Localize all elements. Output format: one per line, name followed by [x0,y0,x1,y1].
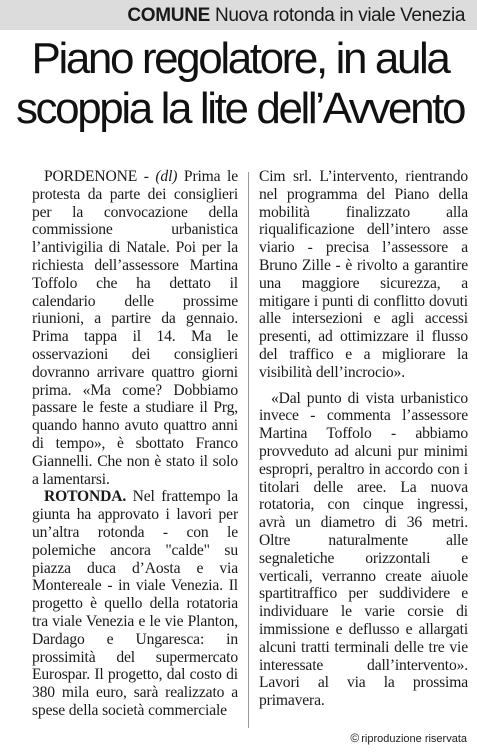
article-column-left [32,168,238,720]
kicker-topic: Nuova rotonda in viale Venezia [215,5,465,26]
author-initials: (dl) [155,168,178,185]
kicker-bar [0,0,477,30]
kicker [127,6,465,26]
article-paragraph-3: «Dal punto di vista urbanistico invece - commenta l’assessore Martina Toffolo - abbiamo provveduto ad alcuni pur minimi espropri, peraltro in accordo con i titolari delle aree. La nuova rotatoria, con cinque ingressi, avrà un diametro di 36 metri. Oltre naturalmente alle segnaletiche orizzontali e verticali, verranno create aiuole spartitraffico per suddividere e individuare le varie corsie di immissione e deflusso e allargati alcuni tratti terminali delle tre vie interessate dall’intervento». Lavori al via la prossima primavera. [259,389,468,710]
paragraph-2-text: Nel frattempo la giunta ha approvato i lavori per un’altra rotonda - con le polemiche ancora "calde" su piazza duca d’Aosta e via Montereale - in viale Venezia. Il progetto è quello della rotatoria tra viale Venezia e le vie Planton, Dardago e Ungaresca: in prossimità del supermercato Eurospar. Il progetto, dal costo di 380 mila euro, sarà realizzato a spese della società commerciale [32,488,238,719]
copyright-icon: © [350,731,360,745]
kicker-section: COMUNE [127,5,211,26]
headline [14,34,466,134]
copyright-text: riproduzione riservata [361,733,467,745]
page-margin [0,170,4,730]
article-column-right [259,168,468,710]
article-paragraph-2 [32,488,238,719]
paragraph-1-text: Prima le protesta da parte dei consiglieri per la convocazione della commissione urbanistica l’antivigilia di Natale. Poi per la richiesta dell’assessore Martina Toffolo che ha dettato il calendario delle prossime riunioni, a partire da gennaio. Prima tappa il 14. Ma le osservazioni dei consiglieri dovranno arrivare quattro giorni prima. «Ma come? Dobbiamo passare le feste a studiare il Prg, quando hanno avuto quattro anni di tempo», è sbottato Franco Giannelli. Che non è stato il solo a lamentarsi. [32,168,238,488]
dateline: PORDENONE - [44,168,156,185]
article-paragraph-2-continued: Cim srl. L’intervento, rientrando nel programma del Piano della mobilità finalizzato alla riqualificazione dell’intero asse viario - precisa l’assessore a Bruno Zille - è rivolto a garantire una maggiore sicurezza, a mitigare i punti di conflitto dovuti alle intersezioni e agli accessi presenti, ad ottimizzare il flusso del traffico e a migliorare la visibilità dell’incrocio». [259,168,468,381]
copyright-notice [350,731,467,745]
subhead-rotonda: ROTONDA. [44,488,127,506]
column-divider [248,172,249,728]
headline-line-1: Piano regolatore, in aula [31,34,449,83]
article-paragraph-1 [32,168,238,488]
headline-line-2: scoppia la lite dell’Avvento [15,84,465,133]
